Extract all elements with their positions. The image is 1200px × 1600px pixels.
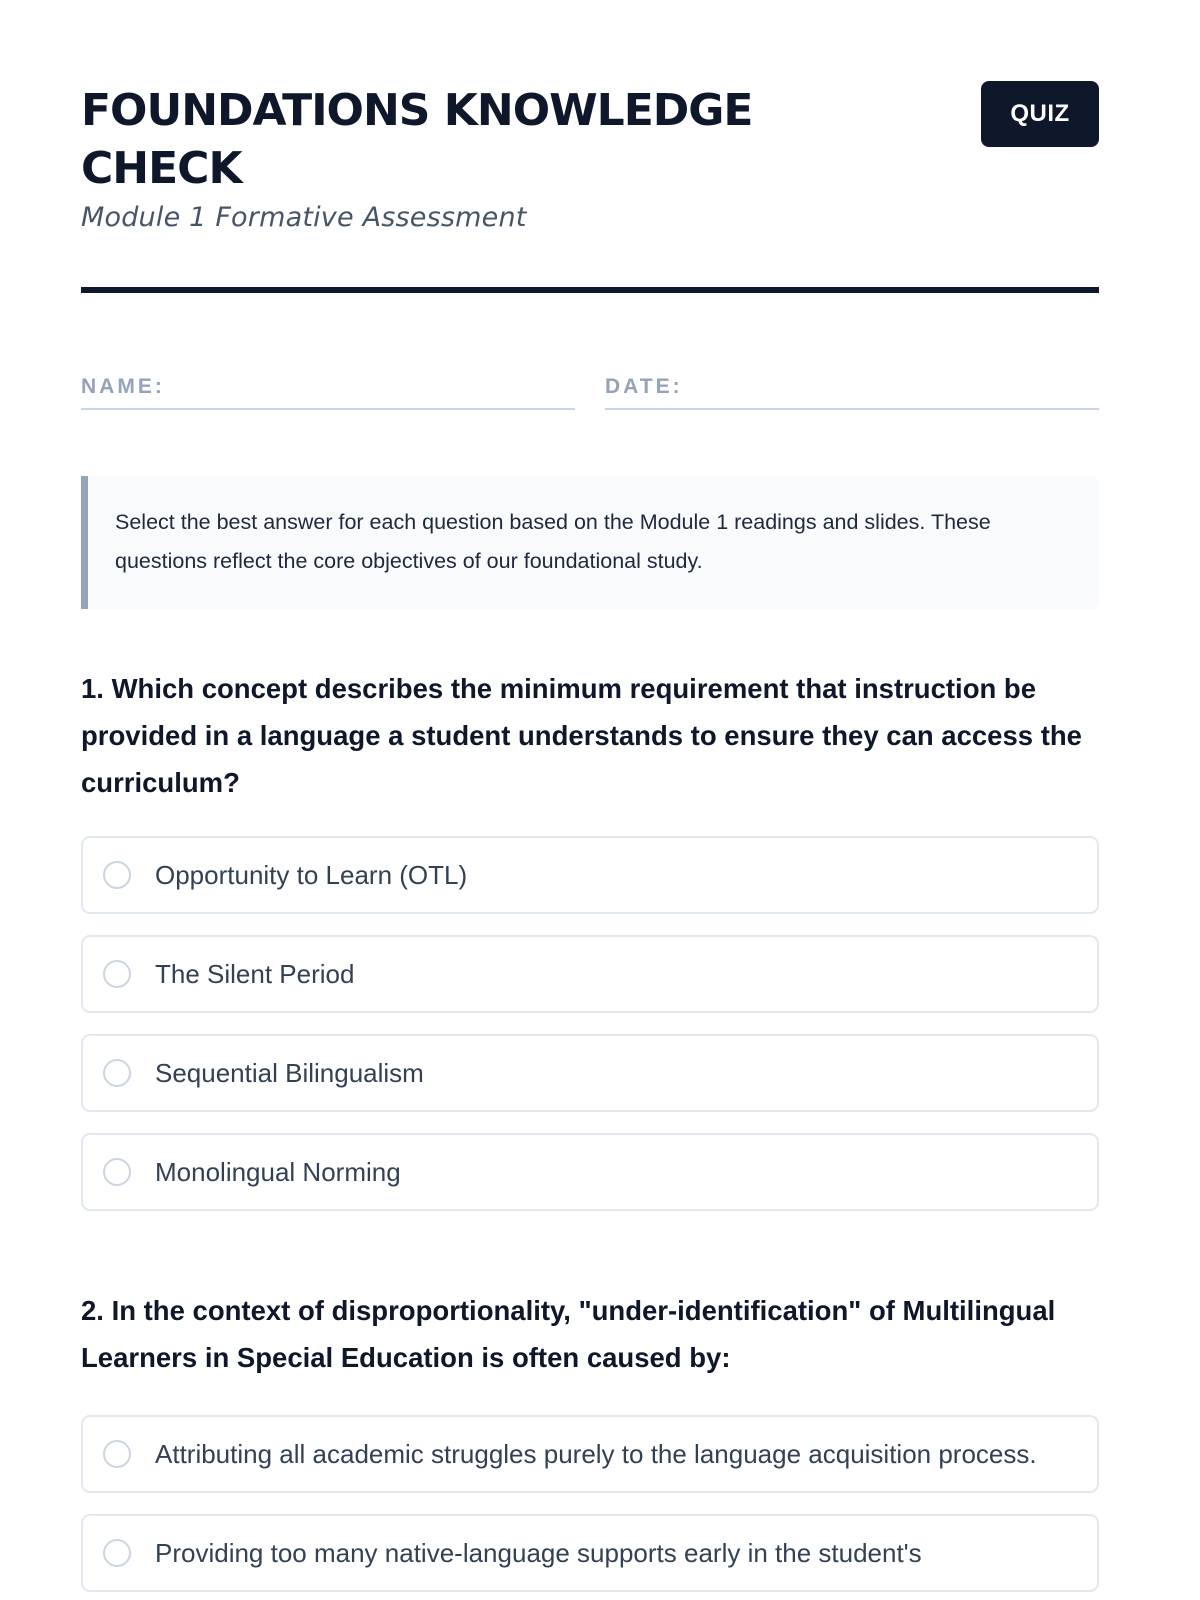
quiz-badge: QUIZ <box>981 81 1099 147</box>
radio-icon[interactable] <box>103 1440 131 1468</box>
quiz-header <box>81 0 1099 233</box>
student-info-fields <box>81 375 1099 410</box>
option-label: Opportunity to Learn (OTL) <box>155 860 468 890</box>
date-field-label: DATE: <box>605 375 683 398</box>
page-title: FOUNDATIONS KNOWLEDGE CHECK <box>81 85 753 194</box>
radio-icon[interactable] <box>103 1059 131 1087</box>
question-1-option-b[interactable] <box>81 935 1099 1013</box>
question-2-text: 2. In the context of disproportionality, "under-identification" of Multilingual Learners in Special Education is often caused by: <box>81 1295 1056 1373</box>
header-divider <box>81 287 1099 293</box>
radio-icon[interactable] <box>103 960 131 988</box>
question-1-option-c[interactable] <box>81 1034 1099 1112</box>
question-2-option-b[interactable] <box>81 1514 1099 1592</box>
radio-icon[interactable] <box>103 1158 131 1186</box>
option-label: Providing too many native-language supports early in the student's <box>155 1538 922 1568</box>
radio-icon[interactable] <box>103 861 131 889</box>
question-1 <box>81 665 1099 1211</box>
name-field-label: NAME: <box>81 375 165 398</box>
option-label: The Silent Period <box>155 959 355 989</box>
option-label: Attributing all academic struggles purely to the language acquisition process. <box>155 1439 1037 1469</box>
page-subtitle: Module 1 Formative Assessment <box>81 202 527 233</box>
question-1-option-d[interactable] <box>81 1133 1099 1211</box>
question-2 <box>81 1287 1099 1592</box>
name-field[interactable] <box>81 375 575 410</box>
option-label: Sequential Bilingualism <box>155 1058 424 1088</box>
date-field[interactable] <box>605 375 1099 410</box>
radio-icon[interactable] <box>103 1539 131 1567</box>
option-label: Monolingual Norming <box>155 1157 401 1187</box>
question-1-text: 1. Which concept describes the minimum requirement that instruction be provided in a language a student understands to ensure they can access the curriculum? <box>81 673 1082 798</box>
question-1-option-a[interactable] <box>81 836 1099 914</box>
question-2-option-a[interactable] <box>81 1415 1099 1493</box>
instructions-box: Select the best answer for each question based on the Module 1 readings and slides. These questions reflect the core objectives of our foundational study. <box>81 476 1099 609</box>
